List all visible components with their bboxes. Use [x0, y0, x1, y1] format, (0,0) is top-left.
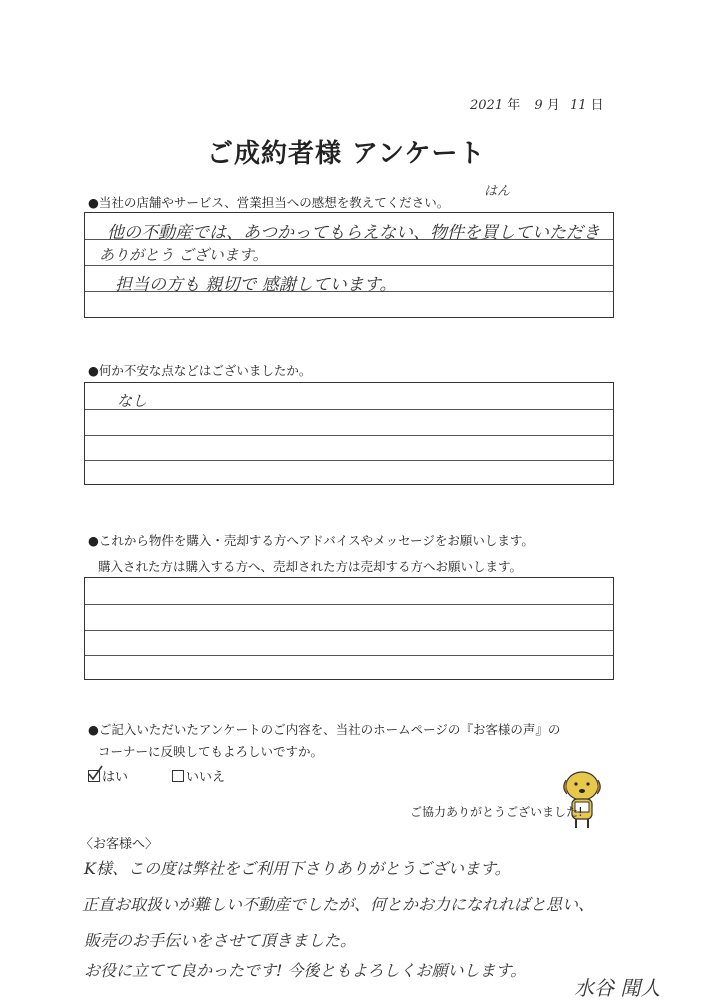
customer-line: 販売のお手伝いをさせて頂きました。	[84, 931, 357, 950]
question-advice-note: 購入された方は購入する方へ、売却された方は売却する方へお願いします。	[98, 559, 523, 574]
checkbox-yes[interactable]	[88, 770, 100, 782]
signature: 水谷 聞人	[574, 976, 661, 1000]
date-day: 11	[569, 98, 587, 113]
checkbox-no[interactable]	[172, 770, 184, 782]
question-concerns: ●何か不安な点などはございましたか。	[88, 363, 312, 378]
option-no[interactable]	[172, 766, 225, 785]
customer-line: お役に立てて良かったです! 今後ともよろしくお願いします。	[84, 961, 527, 980]
customer-header: 〈お客様へ〉	[80, 837, 159, 852]
checkmark-icon	[87, 765, 103, 781]
answer-line: なし	[117, 392, 148, 410]
answer-box-advice	[84, 577, 614, 680]
ruby-annotation: はん	[484, 184, 511, 199]
question-advice: ●これから物件を購入・売却する方へアドバイスやメッセージをお願いします。	[88, 533, 534, 548]
answer-box-concerns	[84, 382, 614, 485]
option-yes[interactable]	[88, 766, 128, 785]
date-month-unit: 月	[546, 98, 560, 113]
page-title: ご成約者様 アンケート	[207, 139, 486, 169]
date-year: 2021	[470, 98, 504, 113]
date-month: 9	[534, 98, 543, 113]
thanks-message: ご協力ありがとうございました!	[410, 805, 583, 819]
option-yes-label: はい	[102, 770, 129, 785]
date-day-unit: 日	[590, 98, 604, 113]
survey-date	[470, 94, 604, 113]
customer-line: 正直お取扱いが難しい不動産でしたが、何とかお力になれればと思い、	[82, 895, 595, 914]
date-year-unit: 年	[507, 98, 521, 113]
answer-line: ありがとう ございます。	[99, 246, 268, 264]
answer-line: 担当の方も 親切で 感謝しています。	[115, 275, 397, 295]
question-publish: ●ご記入いただいたアンケートのご内容を、当社のホームページの『お客様の声』の	[88, 722, 561, 737]
customer-line: K様、この度は弊社をご利用下さりありがとうございます。	[84, 859, 511, 878]
dog-mascot-icon	[557, 766, 607, 830]
question-impressions: ●当社の店舗やサービス、営業担当への感想を教えてください。	[88, 195, 450, 210]
option-no-label: いいえ	[186, 770, 226, 785]
question-publish-cont: コーナーに反映してもよろしいですか。	[98, 744, 324, 759]
answer-box-impressions	[84, 212, 614, 318]
answer-line: 他の不動産では、あつかってもらえない、物件を買していただき	[107, 223, 600, 243]
